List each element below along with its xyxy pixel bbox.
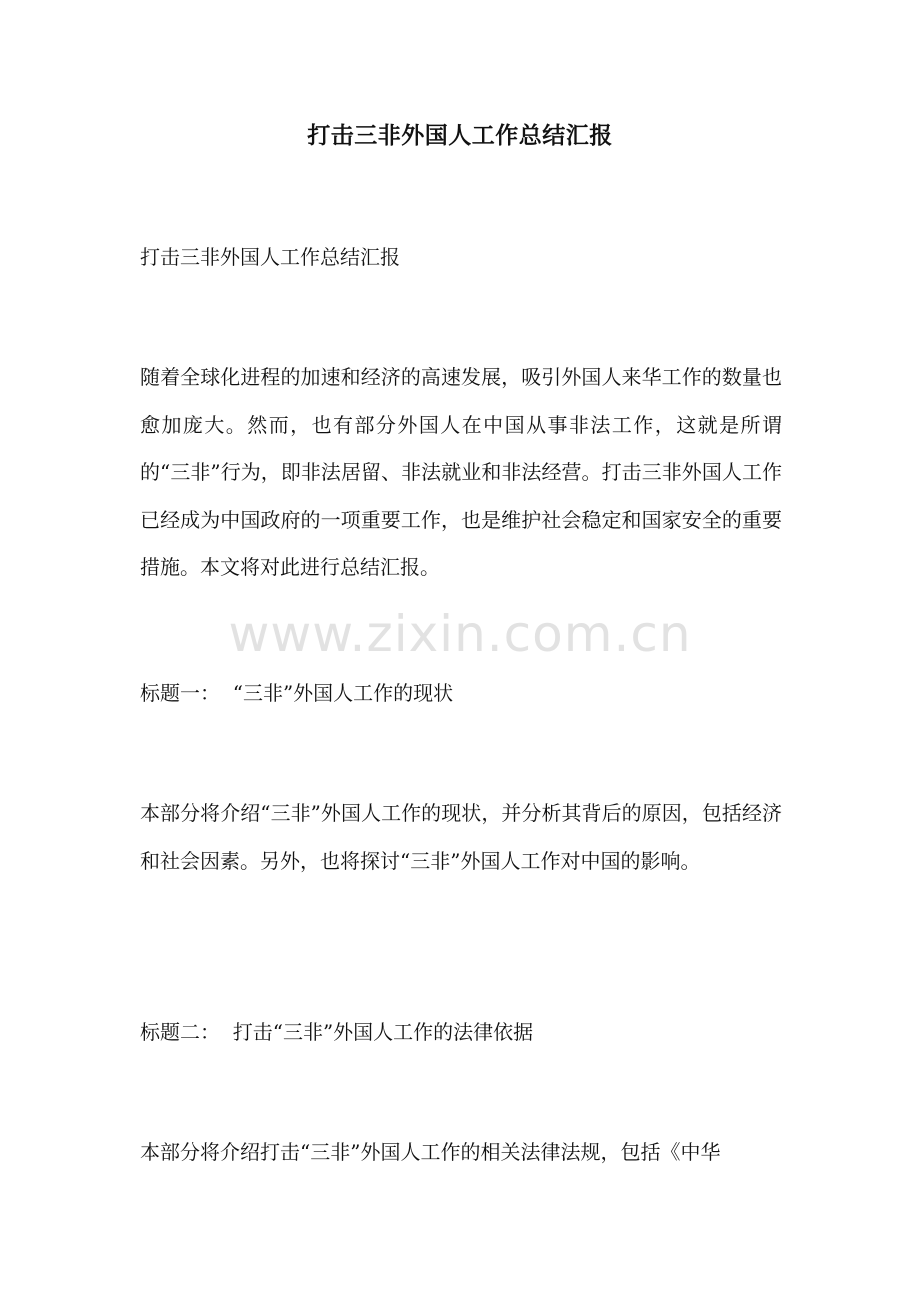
document-subtitle: 打击三非外国人工作总结汇报 — [140, 245, 400, 269]
section-1-heading: 标题一： “三非”外国人工作的现状 — [140, 681, 454, 705]
section-1-body: 本部分将介绍“三非”外国人工作的现状，并分析其背后的原因，包括经济和社会因素。另外，也将探讨“三非”外国人工作对中国的影响。 — [140, 801, 782, 873]
document-title: 打击三非外国人工作总结汇报 — [307, 122, 613, 149]
intro-paragraph: 随着全球化进程的加速和经济的高速发展，吸引外国人来华工作的数量也愈加庞大。然而，也有部分外国人在中国从事非法工作，这就是所谓的“三非”行为，即非法居留、非法就业和非法经营。打击三非外国人工作已经成为中国政府的一项重要工作，也是维护社会稳定和国家安全的重要措施。本文将对此进行总结汇报。 — [140, 365, 782, 579]
section-2-body: 本部分将介绍打击“三非”外国人工作的相关法律法规，包括《中华 — [140, 1140, 721, 1164]
watermark: www.zixin.com.cn — [228, 605, 692, 663]
section-2-heading: 标题二： 打击“三非”外国人工作的法律依据 — [140, 1020, 534, 1044]
